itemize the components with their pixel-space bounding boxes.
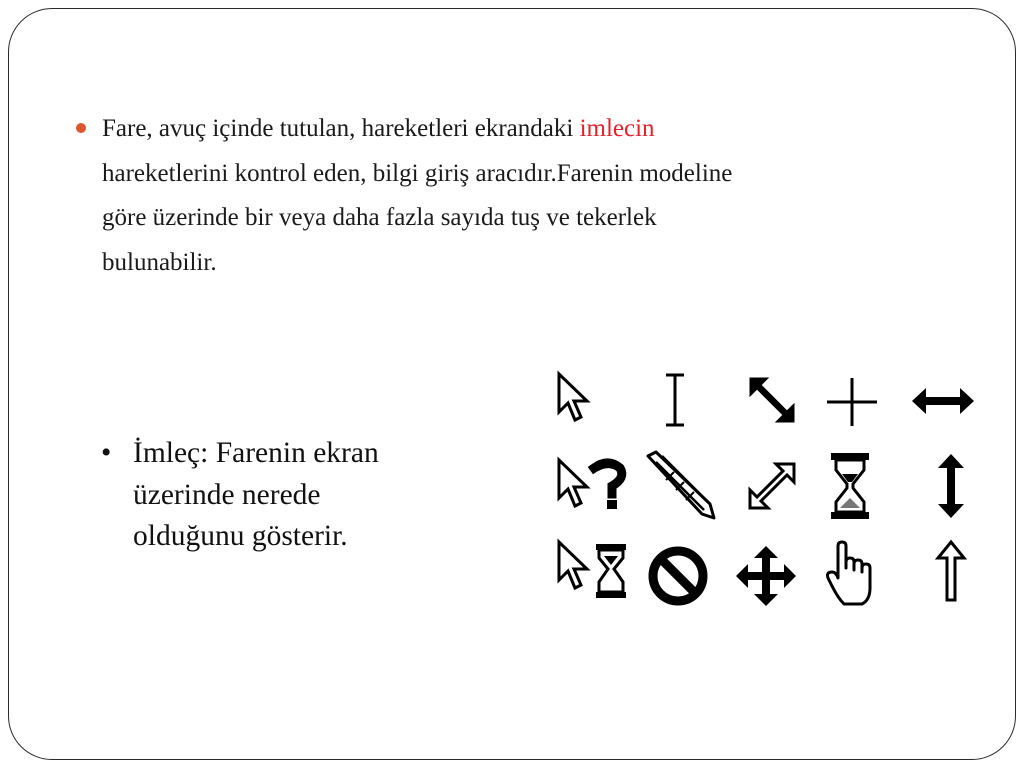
working-in-background-icon: [556, 540, 628, 604]
text-ibeam-cursor-icon: [660, 372, 690, 430]
bullet-line-1: [102, 107, 962, 152]
bullet2-line-1: İmleç: Farenin ekran: [133, 437, 379, 469]
cursor-icon-grid: [550, 368, 980, 608]
bullet2-line-3: olduğunu gösterir.: [133, 520, 348, 552]
pen-handwriting-cursor-icon: [644, 450, 718, 524]
hourglass-busy-icon: [830, 452, 870, 520]
unavailable-cursor-icon: [646, 544, 710, 608]
bullet-line-2: hareketlerini kontrol eden, bilgi giriş aracıdır.Farenin modeline: [102, 159, 733, 187]
resize-diagonal-nesw-icon: [746, 460, 798, 512]
highlight-word: imlecin: [579, 115, 655, 142]
move-cursor-icon: [734, 544, 798, 608]
arrow-cursor-icon: [556, 372, 596, 432]
bullet-dot: •: [101, 437, 112, 469]
resize-horizontal-icon: [910, 386, 976, 416]
resize-diagonal-nwse-icon: [746, 374, 798, 426]
bullet-cursor-definition: [101, 433, 473, 558]
bullet-line-4: bulunabilir.: [102, 248, 217, 276]
bullet-mouse-definition: [102, 107, 962, 285]
hand-link-cursor-icon: [824, 540, 880, 608]
bullet-dot: [76, 123, 86, 133]
bullet2-line-2: üzerinde nerede: [133, 478, 321, 511]
bullet-line-3: göre üzerinde bir veya daha fazla sayıda tuş ve tekerlek: [102, 204, 657, 231]
help-select-cursor-icon: [556, 458, 628, 518]
bullet-text: Fare, avuç içinde tutulan, hareketleri ekrandaki: [102, 115, 580, 142]
resize-vertical-icon: [936, 452, 966, 520]
crosshair-cursor-icon: [824, 376, 880, 428]
alternate-select-arrow-icon: [936, 540, 966, 604]
